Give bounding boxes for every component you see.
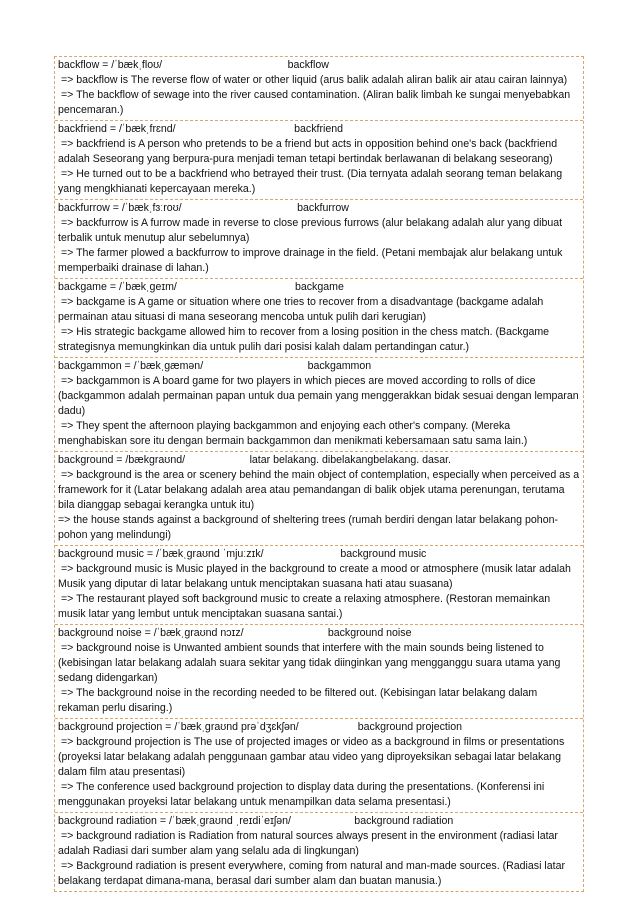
entry-definitions xyxy=(58,641,580,716)
definition-line: => backfriend is A person who pretends to be a friend but acts in opposition behind one's back (backfriend adalah Seseorang yang berpura-pura menjadi teman tetapi bertindak berlawanan di belakang seseorang) xyxy=(58,138,561,165)
definition-line: => He turned out to be a backfriend who betrayed their trust. (Dia ternyata adalah seorang teman belakang yang mengkhianati kepercayaan mereka.) xyxy=(58,168,566,195)
entry-definitions xyxy=(58,735,580,810)
entry-definitions xyxy=(58,137,580,197)
entry-translation: background projection xyxy=(357,721,462,733)
entry-definitions xyxy=(58,295,580,355)
entry-header xyxy=(58,122,580,137)
entry-translation: backfriend xyxy=(294,123,344,135)
entry-translation: background radiation xyxy=(354,815,454,827)
entry-headword: backgammon = /ˈbækˌgæmən/ xyxy=(58,360,204,372)
dictionary-entry xyxy=(55,813,583,891)
entry-translation: backgammon xyxy=(307,360,372,372)
entry-translation: backflow xyxy=(287,59,329,71)
entry-headword: backfurrow = /ˈbækˌfɜːroʊ/ xyxy=(58,202,182,214)
definition-line: => backflow is The reverse flow of water or other liquid (arus balik adalah aliran balik air atau cairan lainnya) xyxy=(58,74,568,86)
entry-headword: backgame = /ˈbækˌgeɪm/ xyxy=(58,281,177,293)
entry-definitions xyxy=(58,73,580,118)
entry-header xyxy=(58,359,580,374)
entry-header xyxy=(58,453,580,468)
dictionary-entries-table xyxy=(54,56,584,892)
definition-line: => backfurrow is A furrow made in reverse to close previous furrows (alur belakang adalah alur yang dibuat terbalik untuk menutup alur sebelumnya) xyxy=(58,217,566,244)
dictionary-entry xyxy=(55,452,583,546)
entry-definitions xyxy=(58,829,580,889)
entry-definitions xyxy=(58,374,580,449)
entry-translation: background music xyxy=(340,548,427,560)
definition-line: => the house stands against a background of sheltering trees (rumah berdiri dengan latar belakang pohon-pohon yang melindungi) xyxy=(58,514,559,541)
definition-line: => background is the area or scenery behind the main object of contemplation, especially when perceived as a framework for it (Latar belakang adalah area atau pemandangan di balik objek utama perenungan, terutama bila dianggap sebagai kerangka untuk itu) xyxy=(58,469,583,511)
entry-headword: backflow = /ˈbækˌfloʊ/ xyxy=(58,59,163,71)
dictionary-entry xyxy=(55,625,583,719)
definition-line: => They spent the afternoon playing backgammon and enjoying each other's company. (Mereka menghabiskan sore itu dengan bermain backgammon dan menikmati kebersamaan satu sama lain.) xyxy=(58,420,528,447)
dictionary-entry xyxy=(55,279,583,358)
definition-line: => background projection is The use of projected images or video as a background in films or presentations (proyeksi latar belakang adalah penggunaan gambar atau video yang diproyeksikan sebagai latar belakang dalam film atau presentasi) xyxy=(58,736,568,778)
definition-line: => background radiation is Radiation from natural sources always present in the environment (radiasi latar adalah Radiasi dari sumber alam yang selalu ada di lingkungan) xyxy=(58,830,561,857)
entry-header xyxy=(58,58,580,73)
entry-header xyxy=(58,280,580,295)
entry-headword: background noise = /ˈbækˌgraʊnd nɔɪz/ xyxy=(58,627,244,639)
entry-header xyxy=(58,720,580,735)
entry-definitions xyxy=(58,216,580,276)
entry-headword: background = /bækgraʊnd/ xyxy=(58,454,186,466)
definition-line: => The conference used background projection to display data during the presentations. (Konferensi ini menggunakan proyeksi latar belakang untuk menampilkan data selama presentasi.) xyxy=(58,781,548,808)
entry-headword: background projection = /ˈbækˌgraʊnd prəˈdʒɛkʃən/ xyxy=(58,721,299,733)
entry-header xyxy=(58,814,580,829)
definition-line: => The backflow of sewage into the river caused contamination. (Aliran balik limbah ke sungai menyebabkan pencemaran.) xyxy=(58,89,574,116)
definition-line: => background noise is Unwanted ambient sounds that interfere with the main sounds being listened to (kebisingan latar belakang adalah suara sekitar yang tidak diinginkan yang mengganggu suara utama yang sedang didengarkan) xyxy=(58,642,564,684)
entry-definitions xyxy=(58,562,580,622)
entry-definitions xyxy=(58,468,583,543)
definition-line: => background music is Music played in the background to create a mood or atmosphere (musik latar adalah Musik yang diputar di latar belakang untuk menciptakan suasana hati atau suasana) xyxy=(58,563,574,590)
definition-line: => backgammon is A board game for two players in which pieces are moved according to rolls of dice (backgammon adalah permainan papan untuk dua pemain yang menggerakkan bidak sesuai dengan lemparan dadu) xyxy=(58,375,582,417)
dictionary-entry xyxy=(55,121,583,200)
dictionary-entry xyxy=(55,57,583,121)
entry-translation: backfurrow xyxy=(297,202,349,214)
entry-header xyxy=(58,547,580,562)
definition-line: => Background radiation is present everywhere, coming from natural and man-made sources. (Radiasi latar belakang terdapat dimana-mana, berasal dari sumber alam dan buatan manusia.) xyxy=(58,860,568,887)
entry-translation: background noise xyxy=(327,627,412,639)
definition-line: => The restaurant played soft background music to create a relaxing atmosphere. (Restoran memainkan musik latar yang lembut untuk menciptakan suasana santai.) xyxy=(58,593,554,620)
entry-translation: backgame xyxy=(294,281,344,293)
entry-header xyxy=(58,201,580,216)
entry-headword: background radiation = /ˈbækˌgraʊnd ˌreɪdiˈeɪʃən/ xyxy=(58,815,291,827)
definition-line: => backgame is A game or situation where one tries to recover from a disadvantage (backgame adalah permainan atau situasi di mana seseorang mencoba untuk pulih dari kerugian) xyxy=(58,296,547,323)
dictionary-entry xyxy=(55,200,583,279)
definition-line: => The background noise in the recording needed to be filtered out. (Kebisingan latar belakang dalam rekaman perlu disaring.) xyxy=(58,687,541,714)
dictionary-entry xyxy=(55,546,583,625)
entry-headword: backfriend = /ˈbækˌfrɛnd/ xyxy=(58,123,176,135)
entry-headword: background music = /ˈbækˌgraʊnd ˈmjuːzɪk/ xyxy=(58,548,264,560)
definition-line: => The farmer plowed a backfurrow to improve drainage in the field. (Petani membajak alur belakang untuk memperbaiki drainase di lahan.) xyxy=(58,247,566,274)
dictionary-entry xyxy=(55,358,583,452)
definition-line: => His strategic backgame allowed him to recover from a losing position in the chess match. (Backgame strategisnya memungkinkan dia untuk pulih dari posisi kalah dalam pertandingan catur.) xyxy=(58,326,553,353)
entry-header xyxy=(58,626,580,641)
dictionary-entry xyxy=(55,719,583,813)
entry-translation: latar belakang. dibelakangbelakang. dasar. xyxy=(249,454,451,466)
